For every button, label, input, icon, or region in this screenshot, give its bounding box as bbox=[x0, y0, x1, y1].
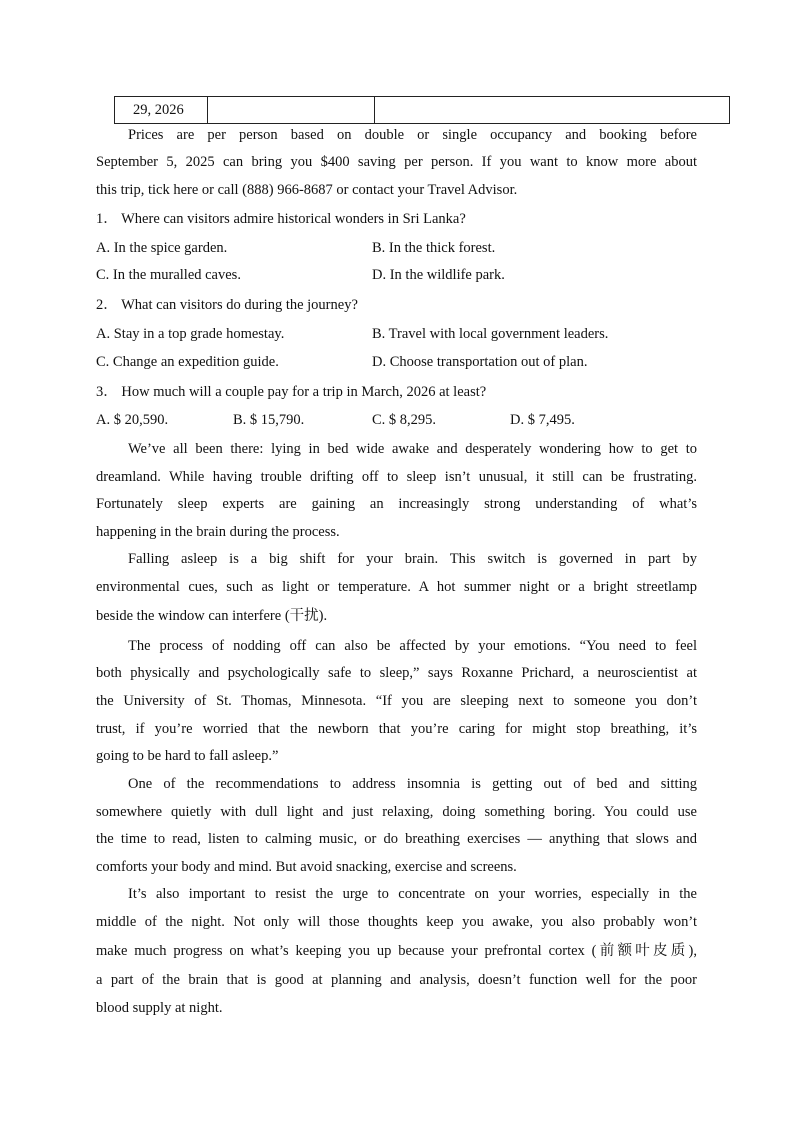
paragraph-line: Falling asleep is a big shift for your brain. This switch is governed in part by bbox=[128, 551, 697, 567]
paragraph-line: September 5, 2025 can bring you $400 saving per person. If you want to know more about bbox=[96, 154, 697, 170]
paragraph-line: trust, if you’re worried that the newborn that you’re caring for might stop breathing, it’s bbox=[96, 721, 697, 737]
paragraph-line: make much progress on what’s keeping you up because your prefrontal cortex (前额叶皮质), bbox=[96, 943, 697, 959]
q3-option-d: D. $ 7,495. bbox=[510, 412, 575, 428]
q1-option-b: B. In the thick forest. bbox=[372, 240, 496, 256]
paragraph-line: this trip, tick here or call (888) 966-8687 or contact your Travel Advisor. bbox=[96, 182, 518, 198]
paragraph-line: dreamland. While having trouble drifting off to sleep isn’t unusual, it still can be frustrating. bbox=[96, 469, 697, 485]
q2-option-d: D. Choose transportation out of plan. bbox=[372, 354, 588, 370]
q1-option-c: C. In the muralled caves. bbox=[96, 267, 241, 283]
paragraph-line: the University of St. Thomas, Minnesota. “If you are sleeping next to someone you don’t bbox=[96, 693, 697, 709]
q2-option-c: C. Change an expedition guide. bbox=[96, 354, 279, 370]
paragraph-line: The process of nodding off can also be affected by your emotions. “You need to feel bbox=[128, 638, 697, 654]
question-2: 2． What can visitors do during the journey? bbox=[96, 297, 358, 313]
table-cell-empty bbox=[208, 97, 375, 124]
paragraph-line: Fortunately sleep experts are gaining an increasingly strong understanding of what’s bbox=[96, 496, 697, 512]
paragraph-line: middle of the night. Not only will those thoughts keep you awake, you also probably won’t bbox=[96, 914, 697, 930]
q2-option-b: B. Travel with local government leaders. bbox=[372, 326, 609, 342]
question-1: 1． Where can visitors admire historical wonders in Sri Lanka? bbox=[96, 211, 466, 227]
question-3: 3． How much will a couple pay for a trip in March, 2026 at least? bbox=[96, 384, 487, 400]
paragraph-line: a part of the brain that is good at planning and analysis, doesn’t function well for the poor bbox=[96, 972, 697, 988]
paragraph-line: We’ve all been there: lying in bed wide awake and desperately wondering how to get to bbox=[128, 441, 697, 457]
paragraph-line: blood supply at night. bbox=[96, 1000, 223, 1016]
q2-option-a: A. Stay in a top grade homestay. bbox=[96, 326, 285, 342]
table-cell-date: 29, 2026 bbox=[115, 97, 208, 124]
paragraph-line: Prices are per person based on double or single occupancy and booking before bbox=[128, 127, 697, 143]
paragraph-line: somewhere quietly with dull light and just relaxing, doing something boring. You could use bbox=[96, 804, 697, 820]
q3-option-b: B. $ 15,790. bbox=[233, 412, 305, 428]
paragraph-line: comforts your body and mind. But avoid snacking, exercise and screens. bbox=[96, 859, 517, 875]
q1-option-a: A. In the spice garden. bbox=[96, 240, 228, 256]
paragraph-line: happening in the brain during the process. bbox=[96, 524, 340, 540]
schedule-table-fragment bbox=[114, 96, 730, 124]
paragraph-line: the time to read, listen to calming music, or do breathing exercises — anything that slows and bbox=[96, 831, 697, 847]
q1-option-d: D. In the wildlife park. bbox=[372, 267, 505, 283]
table-row bbox=[115, 97, 730, 124]
paragraph-line: beside the window can interfere (干扰). bbox=[96, 608, 328, 624]
table-cell-empty bbox=[375, 97, 730, 124]
paragraph-line: both physically and psychologically safe to sleep,” says Roxanne Prichard, a neuroscientist at bbox=[96, 665, 697, 681]
q3-option-a: A. $ 20,590. bbox=[96, 412, 169, 428]
paragraph-line: going to be hard to fall asleep.” bbox=[96, 748, 279, 764]
q3-option-c: C. $ 8,295. bbox=[372, 412, 437, 428]
paragraph-line: It’s also important to resist the urge to concentrate on your worries, especially in the bbox=[128, 886, 697, 902]
paragraph-line: One of the recommendations to address insomnia is getting out of bed and sitting bbox=[128, 776, 697, 792]
paragraph-line: environmental cues, such as light or temperature. A hot summer night or a bright streetlamp bbox=[96, 579, 697, 595]
